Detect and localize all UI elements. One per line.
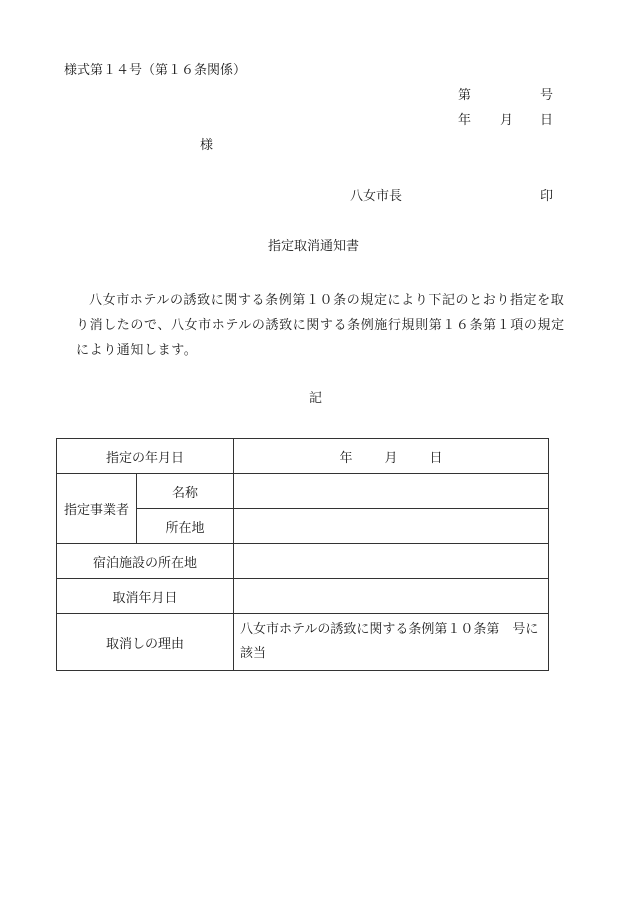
operator-name-value xyxy=(234,474,549,509)
reason-label: 取消しの理由 xyxy=(57,614,234,671)
body-text: 八女市ホテルの誘致に関する条例第１０条の規定により下記のとおり指定を取り消したので、八女市ホテルの誘致に関する条例施行規則第１６条第１項の規定により通知します。 xyxy=(76,293,565,358)
operator-address-value xyxy=(234,509,549,544)
document-number-prefix: 第 xyxy=(458,88,472,103)
reason-value: 八女市ホテルの誘致に関する条例第１０条第 号に該当 xyxy=(234,614,549,671)
issue-date-day: 日 xyxy=(540,113,554,128)
addressee-honorific: 様 xyxy=(200,138,214,153)
facility-address-label: 宿泊施設の所在地 xyxy=(57,544,234,579)
designation-date-value xyxy=(234,439,549,474)
table-row xyxy=(57,474,549,509)
table-row xyxy=(57,614,549,671)
table-row xyxy=(57,579,549,614)
issue-date-month: 月 xyxy=(500,113,514,128)
seal-mark: 印 xyxy=(540,189,554,204)
issuer-name: 八女市長 xyxy=(350,189,403,204)
table-row xyxy=(57,544,549,579)
body-paragraph xyxy=(76,288,576,363)
operator-label: 指定事業者 xyxy=(57,474,137,544)
operator-address-label: 所在地 xyxy=(137,509,234,544)
cancellation-details-table xyxy=(56,438,549,671)
document-number-suffix: 号 xyxy=(540,88,554,103)
date-year: 年 xyxy=(339,450,353,466)
cancel-date-label: 取消年月日 xyxy=(57,579,234,614)
cancel-date-value xyxy=(234,579,549,614)
issue-date-year: 年 xyxy=(458,113,472,128)
document-title: 指定取消通知書 xyxy=(268,239,360,254)
date-day: 日 xyxy=(429,450,443,466)
table-row xyxy=(57,439,549,474)
designation-date-label: 指定の年月日 xyxy=(57,439,234,474)
operator-name-label: 名称 xyxy=(137,474,234,509)
facility-address-value xyxy=(234,544,549,579)
ki-heading: 記 xyxy=(309,391,323,406)
date-month: 月 xyxy=(384,450,398,466)
form-number: 様式第１４号（第１６条関係） xyxy=(64,63,247,78)
